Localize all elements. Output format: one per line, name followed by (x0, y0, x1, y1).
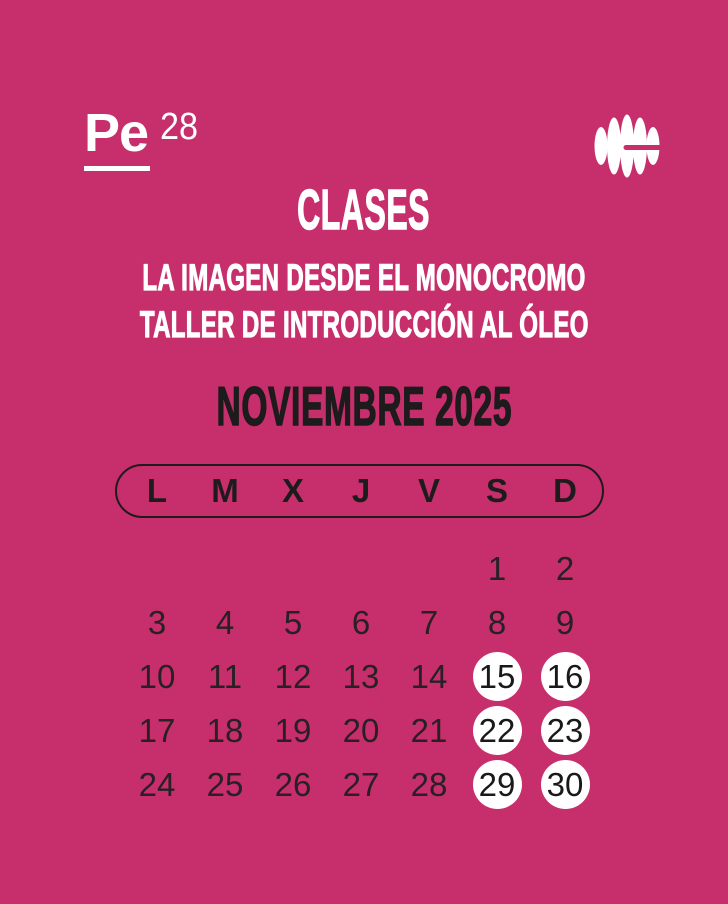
calendar-day-cell (531, 757, 599, 811)
calendar-day-cell (123, 541, 191, 595)
calendar-day-highlighted: 16 (541, 652, 590, 701)
subtitle-line-1: LA IMAGEN DESDE EL MONOCROMO (142, 257, 586, 298)
weekday-label: D (553, 472, 577, 509)
pe-logo-superscript: 28 (160, 106, 199, 148)
calendar-day-highlighted: 15 (473, 652, 522, 701)
calendar-day-cell (531, 703, 599, 757)
calendar-day-cell (463, 595, 531, 649)
calendar-day-cell (259, 757, 327, 811)
calendar-day: 5 (283, 603, 303, 641)
calendar-day-cell (191, 703, 259, 757)
calendar-day-cell (395, 757, 463, 811)
calendar-day-cell (123, 649, 191, 703)
calendar-day-cell (531, 649, 599, 703)
calendar-day: 24 (138, 765, 176, 803)
calendar-day: 11 (207, 657, 243, 695)
weekday-label: X (281, 472, 304, 509)
calendar-day-cell (463, 649, 531, 703)
calendar-day-cell (395, 541, 463, 595)
calendar-day-cell (327, 757, 395, 811)
calendar-day-cell (531, 595, 599, 649)
calendar-day: 25 (206, 765, 244, 803)
calendar-day-cell (123, 757, 191, 811)
weekday-label: V (417, 472, 440, 509)
calendar-day-cell (191, 595, 259, 649)
calendar-day-cell (259, 541, 327, 595)
calendar-day-cell (327, 649, 395, 703)
pe-logo (84, 103, 202, 171)
calendar-day: 19 (274, 711, 312, 749)
calendar-grid (123, 541, 599, 811)
weekday-row (123, 464, 599, 518)
calendar-day: 7 (419, 603, 439, 641)
calendar-day: 21 (410, 711, 448, 749)
calendar-day-cell (395, 649, 463, 703)
weekday-label: S (485, 472, 508, 509)
calendar-day: 27 (342, 765, 380, 803)
poster-title: CLASES (297, 178, 431, 242)
calendar-day-cell (191, 649, 259, 703)
calendar-day-cell (463, 757, 531, 811)
calendar-day-cell (463, 703, 531, 757)
weekday-label: L (146, 472, 168, 509)
calendar-day: 8 (487, 603, 507, 641)
calendar-day-highlighted: 22 (473, 706, 522, 755)
calendar-day-cell (327, 541, 395, 595)
calendar-day-cell (327, 703, 395, 757)
calendar-day-cell (327, 595, 395, 649)
calendar-day-cell (259, 703, 327, 757)
calendar-day-cell (123, 703, 191, 757)
calendar-day: 9 (555, 603, 575, 641)
calendar-day: 26 (274, 765, 312, 803)
weekday-label: J (351, 472, 371, 509)
calendar-day: 4 (215, 603, 235, 641)
month-title-row (0, 375, 728, 437)
calendar-day: 13 (342, 657, 380, 695)
calendar-day-cell (259, 649, 327, 703)
calendar-day: 20 (342, 711, 380, 749)
calendar-day: 3 (147, 603, 167, 641)
poster-subtitle (0, 254, 728, 348)
calendar-day-cell (123, 595, 191, 649)
calendar-day: 12 (274, 657, 312, 695)
calendar-day-cell (191, 541, 259, 595)
calendar-day-highlighted: 23 (541, 706, 590, 755)
calendar-day: 18 (206, 711, 244, 749)
poster-title-row (0, 178, 728, 242)
calendar-day-cell (531, 541, 599, 595)
calendar-day-highlighted: 29 (473, 760, 522, 809)
weekday-label: M (211, 472, 239, 509)
calendar-day: 17 (138, 711, 176, 749)
calendar-day-cell (395, 703, 463, 757)
calendar-day: 6 (351, 603, 371, 641)
month-title: NOVIEMBRE 2025 (216, 375, 512, 437)
calendar-day-cell (259, 595, 327, 649)
soundwave-icon (590, 104, 664, 188)
calendar-day: 10 (138, 657, 176, 695)
calendar-day-cell (191, 757, 259, 811)
calendar-day: 2 (555, 549, 575, 587)
calendar-day: 1 (487, 549, 507, 587)
calendar-day-cell (395, 595, 463, 649)
calendar-day: 28 (410, 765, 448, 803)
pe-logo-text: Pe (84, 106, 150, 171)
subtitle-line-2: TALLER DE INTRODUCCIÓN AL ÓLEO (139, 304, 589, 345)
calendar-day-cell (463, 541, 531, 595)
calendar-day-highlighted: 30 (541, 760, 590, 809)
calendar-day: 14 (410, 657, 448, 695)
